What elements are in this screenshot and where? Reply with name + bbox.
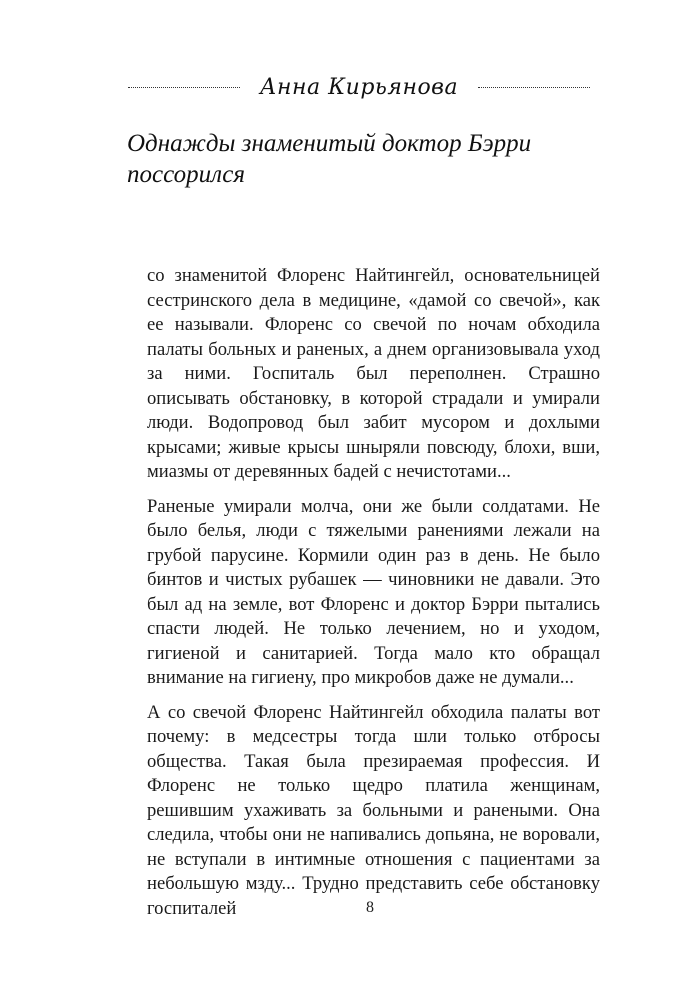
paragraph: А со свечой Флоренс Найтингейл обходила палаты вот почему: в медсестры тогда шли только отбросы общества. Такая была презираемая профессия. И Флоренс не только щедро платила женщинам, решившим ухаживать за больными и ранеными. Она следила, чтобы они не напивались допьяна, не воровали, не вступали в интимные отношения с пациентами за небольшую мзду... Трудно представить себе обстановку госпиталей [147, 701, 600, 919]
running-header [128, 68, 590, 108]
paragraph: со знаменитой Флоренс Найтингейл, основательницей сестринского дела в медицине, «дамой со свечой», как ее называли. Флоренс со свечой по ночам обходила палаты больных и раненых, а днем организовывала уход за ними. Госпиталь был переполнен. Страшно описывать обстановку, в которой страдали и умирали люди. Водопровод был забит мусором и дохлыми крысами; живые крысы шныряли повсюду, блохи, вши, миазмы от деревянных бадей с нечистотами... [147, 265, 600, 482]
paragraph: Раненые умирали молча, они же были солдатами. Не было белья, люди с тяжелыми ранениями лежали на грубой парусине. Кормили один раз в день. Не было бинтов и чистых рубашек — чиновники не давали. Это был ад на земле, вот Флоренс и доктор Бэрри пытались спасти людей. Не только лечением, но и уходом, гигиеной и санитарией. Тогда мало кто обращал внимание на гигиену, про микробов даже не думали... [147, 495, 600, 688]
header-dotted-rule-right [478, 87, 590, 88]
body-text [147, 264, 600, 931]
chapter-title: Однажды знаменитый доктор Бэрри поссорился [127, 130, 532, 188]
header-author-name: Анна Кирьянова [259, 75, 459, 100]
page-number: 8 [366, 899, 374, 916]
